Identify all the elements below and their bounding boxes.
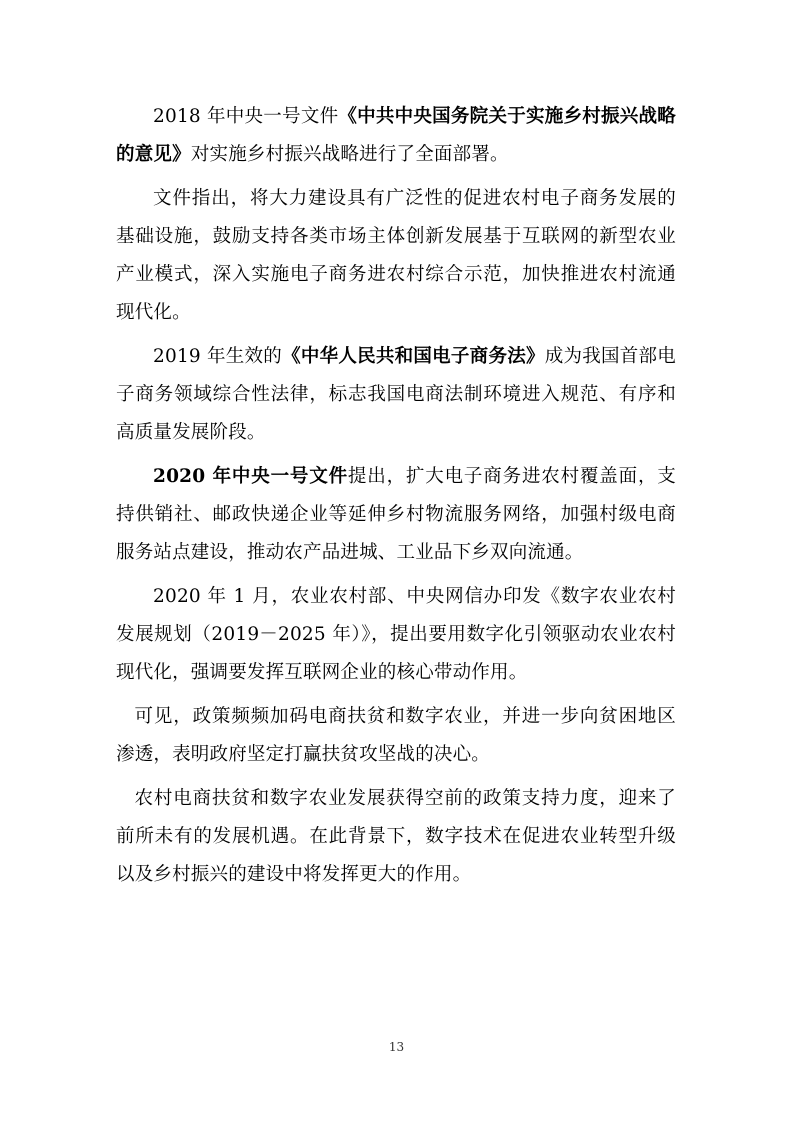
law-title-bold: 《中华人民共和国电子商务法》 xyxy=(282,346,545,367)
text-run: 农村电商扶贫和数字农业发展获得空前的政策支持力度，迎来了前所未有的发展机遇。在此背景下，数字技术在促进农业转型升级以及乡村振兴的建设中将发挥更大的作用。 xyxy=(116,788,676,885)
text-run: 2020 年 1 月，农业农村部、中央网信办印发《数字农业农村发展规划（2019－2025 年）》，提出要用数字化引领驱动农业农村现代化，强调要发挥互联网企业的核心带动作用。 xyxy=(116,586,676,683)
paragraph-2020-policy xyxy=(116,458,676,572)
text-run: 文件指出，将大力建设具有广泛性的促进农村电子商务发展的基础设施，鼓励支持各类市场主体创新发展基于互联网的新型农业产业模式，深入实施电子商务进农村综合示范，加快推进农村流通现代化。 xyxy=(116,188,676,323)
paragraph-document-points xyxy=(116,180,676,332)
text-run: 可见，政策频频加码电商扶贫和数字农业，并进一步向贫困地区渗透，表明政府坚定打赢扶贫攻坚战的决心。 xyxy=(116,706,676,765)
text-run: 成为我国首部电子商务领域综合性法律，标志我国电商法制环境进入规范、有序和高质量发展阶段。 xyxy=(116,346,676,443)
paragraph-conclusion-2 xyxy=(116,780,676,894)
text-run: 2018 年中央一号文件 xyxy=(153,106,339,127)
paragraph-2018-policy xyxy=(116,98,676,174)
policy-title-bold: 2020 年中央一号文件 xyxy=(153,466,348,487)
page-number: 13 xyxy=(388,1040,405,1054)
document-body xyxy=(116,98,676,894)
text-run: 提出，扩大电子商务进农村覆盖面，支持供销社、邮政快递企业等延伸乡村物流服务网络，加强村级电商服务站点建设，推动农产品进城、工业品下乡双向流通。 xyxy=(116,466,676,563)
document-title-bold: 《中共中央国务院关于实施乡村振兴战略的意见》 xyxy=(116,106,676,165)
text-run: 2019 年生效的 xyxy=(153,346,283,367)
paragraph-ecommerce-law xyxy=(116,338,676,452)
paragraph-conclusion-1 xyxy=(116,698,676,774)
text-run: 对实施乡村振兴战略进行了全面部署。 xyxy=(190,144,509,165)
paragraph-digital-plan xyxy=(116,578,676,692)
